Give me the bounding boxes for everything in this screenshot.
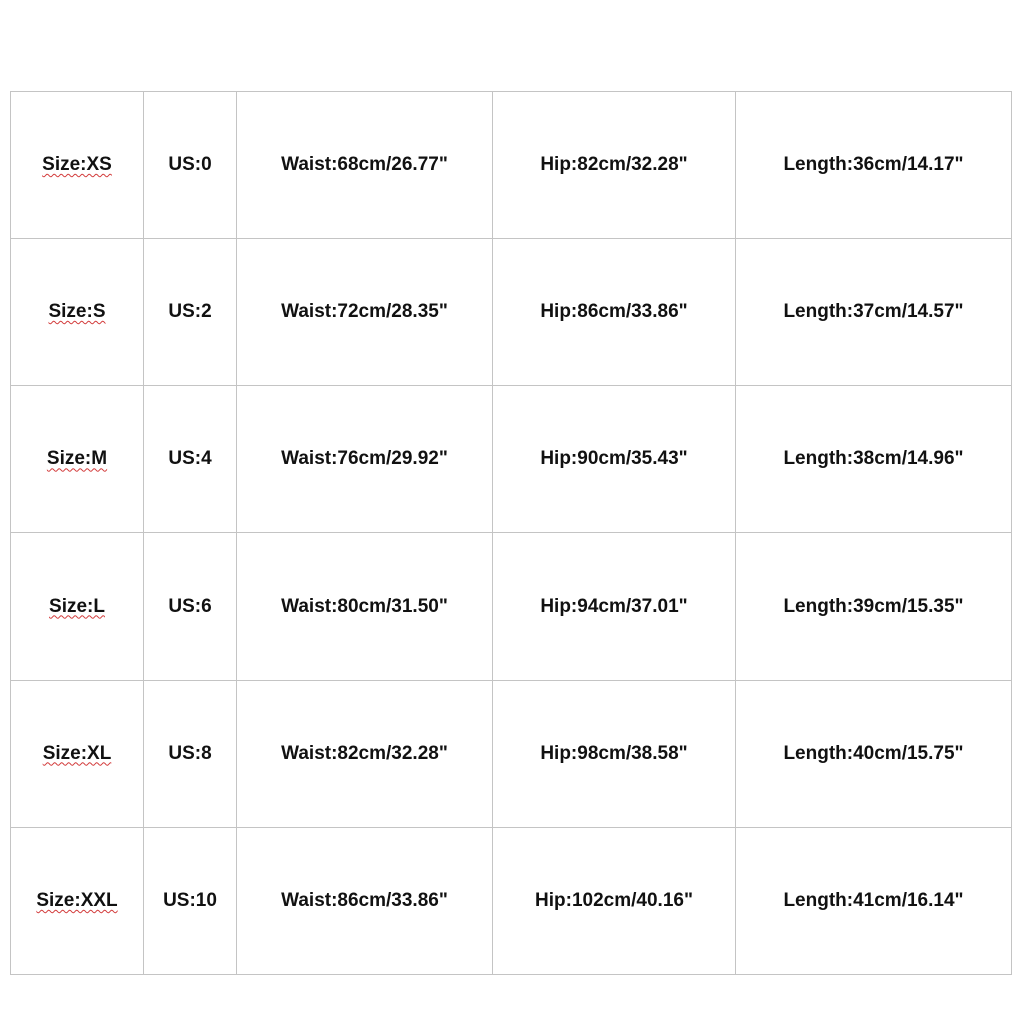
size-cell: [11, 239, 144, 386]
us-size-cell: US:0: [144, 92, 237, 239]
length-cell: Length:38cm/14.96": [736, 386, 1012, 533]
size-chart-table: [10, 91, 1012, 975]
us-size-cell: US:4: [144, 386, 237, 533]
waist-cell: Waist:76cm/29.92": [237, 386, 493, 533]
size-cell: [11, 680, 144, 827]
size-cell: [11, 92, 144, 239]
hip-cell: Hip:94cm/37.01": [493, 533, 736, 680]
size-label: Size:XS: [42, 154, 112, 176]
hip-cell: Hip:98cm/38.58": [493, 680, 736, 827]
table-row: [11, 239, 1012, 386]
us-size-cell: US:6: [144, 533, 237, 680]
hip-cell: Hip:86cm/33.86": [493, 239, 736, 386]
table-row: [11, 386, 1012, 533]
us-size-cell: US:8: [144, 680, 237, 827]
size-cell: [11, 533, 144, 680]
size-label: Size:XXL: [36, 889, 118, 911]
waist-cell: Waist:86cm/33.86": [237, 827, 493, 974]
length-cell: Length:36cm/14.17": [736, 92, 1012, 239]
size-cell: [11, 827, 144, 974]
length-cell: Length:39cm/15.35": [736, 533, 1012, 680]
table-row: [11, 92, 1012, 239]
size-label: Size:L: [49, 595, 105, 617]
length-cell: Length:40cm/15.75": [736, 680, 1012, 827]
length-cell: Length:41cm/16.14": [736, 827, 1012, 974]
hip-cell: Hip:102cm/40.16": [493, 827, 736, 974]
waist-cell: Waist:68cm/26.77": [237, 92, 493, 239]
table-row: [11, 680, 1012, 827]
us-size-cell: US:10: [144, 827, 237, 974]
waist-cell: Waist:80cm/31.50": [237, 533, 493, 680]
hip-cell: Hip:82cm/32.28": [493, 92, 736, 239]
length-cell: Length:37cm/14.57": [736, 239, 1012, 386]
waist-cell: Waist:72cm/28.35": [237, 239, 493, 386]
size-label: Size:M: [46, 448, 108, 470]
size-label: Size:S: [48, 301, 106, 323]
us-size-cell: US:2: [144, 239, 237, 386]
table-row: [11, 827, 1012, 974]
waist-cell: Waist:82cm/32.28": [237, 680, 493, 827]
hip-cell: Hip:90cm/35.43": [493, 386, 736, 533]
size-cell: [11, 386, 144, 533]
size-label: Size:XL: [42, 742, 112, 764]
table-row: [11, 533, 1012, 680]
